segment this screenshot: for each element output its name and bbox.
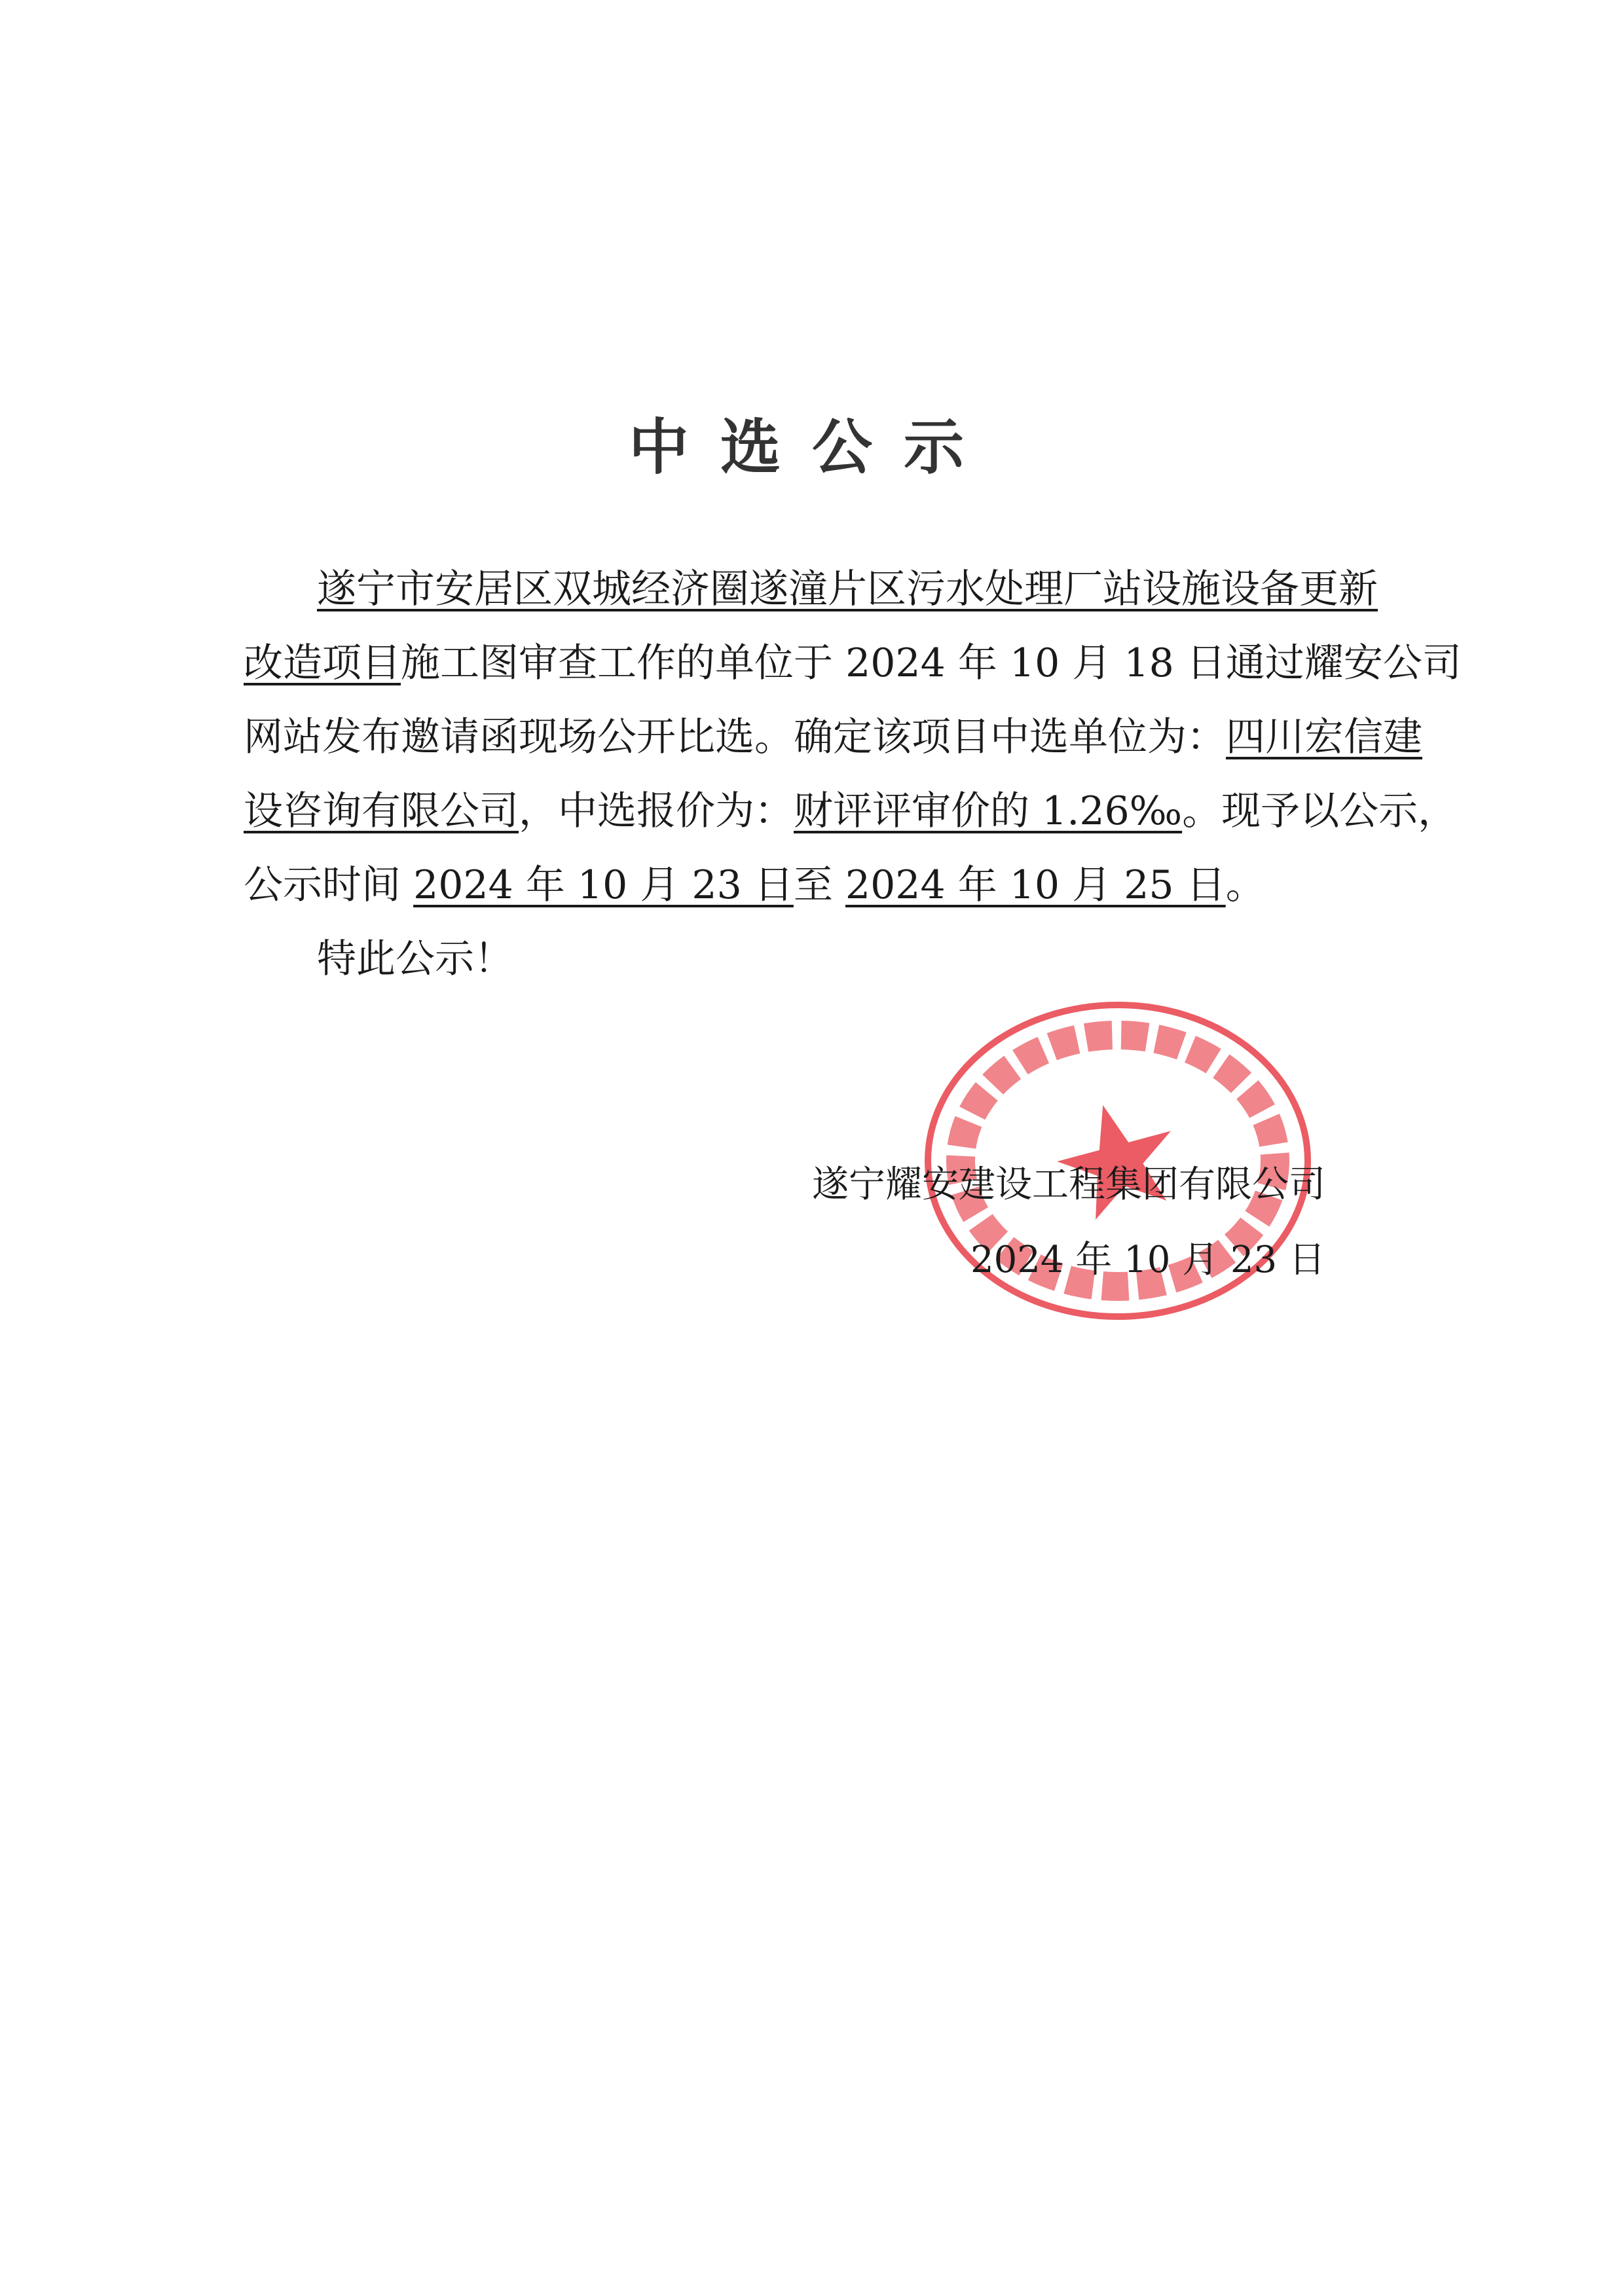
body-line (244, 785, 1458, 859)
body-text: 。 (1225, 862, 1265, 908)
winner-name: 四川宏信建 (1226, 714, 1422, 760)
page-title: 中选公示 (628, 412, 995, 483)
body-line (244, 637, 1462, 711)
body-text: ，中选报价为： (519, 788, 794, 834)
project-name: 遂宁市安居区双城经济圈遂潼片区污水处理厂站设施设备更新 (317, 566, 1378, 612)
body-line (244, 859, 1325, 933)
winner-name-cont: 设咨询有限公司 (244, 788, 519, 834)
body-line (244, 563, 1378, 637)
winning-price: 财评评审价的 1.26‰ (794, 788, 1183, 834)
body-text: 至 (793, 862, 845, 908)
signature-date: 2024 年 10 月 23 日 (970, 1239, 1325, 1281)
notice-body (244, 563, 1462, 1007)
body-text: 网站发布邀请函现场公开比选。确定该项目中选单位为： (244, 714, 1226, 760)
period-start: 2024 年 10 月 23 日 (413, 862, 794, 908)
body-line (244, 711, 1422, 785)
period-end: 2024 年 10 月 25 日 (845, 862, 1226, 908)
body-text: 施工图审查工作的单位于 2024 年 10 月 18 日通过耀安公司 (401, 640, 1462, 686)
project-name-cont: 改造项目 (244, 640, 401, 686)
body-text: 公示时间 (244, 862, 414, 908)
signature-company: 遂宁耀安建设工程集团有限公司 (812, 1163, 1325, 1206)
closing-text: 特此公示！ (317, 936, 513, 982)
body-text: 。现予以公示， (1182, 788, 1458, 834)
